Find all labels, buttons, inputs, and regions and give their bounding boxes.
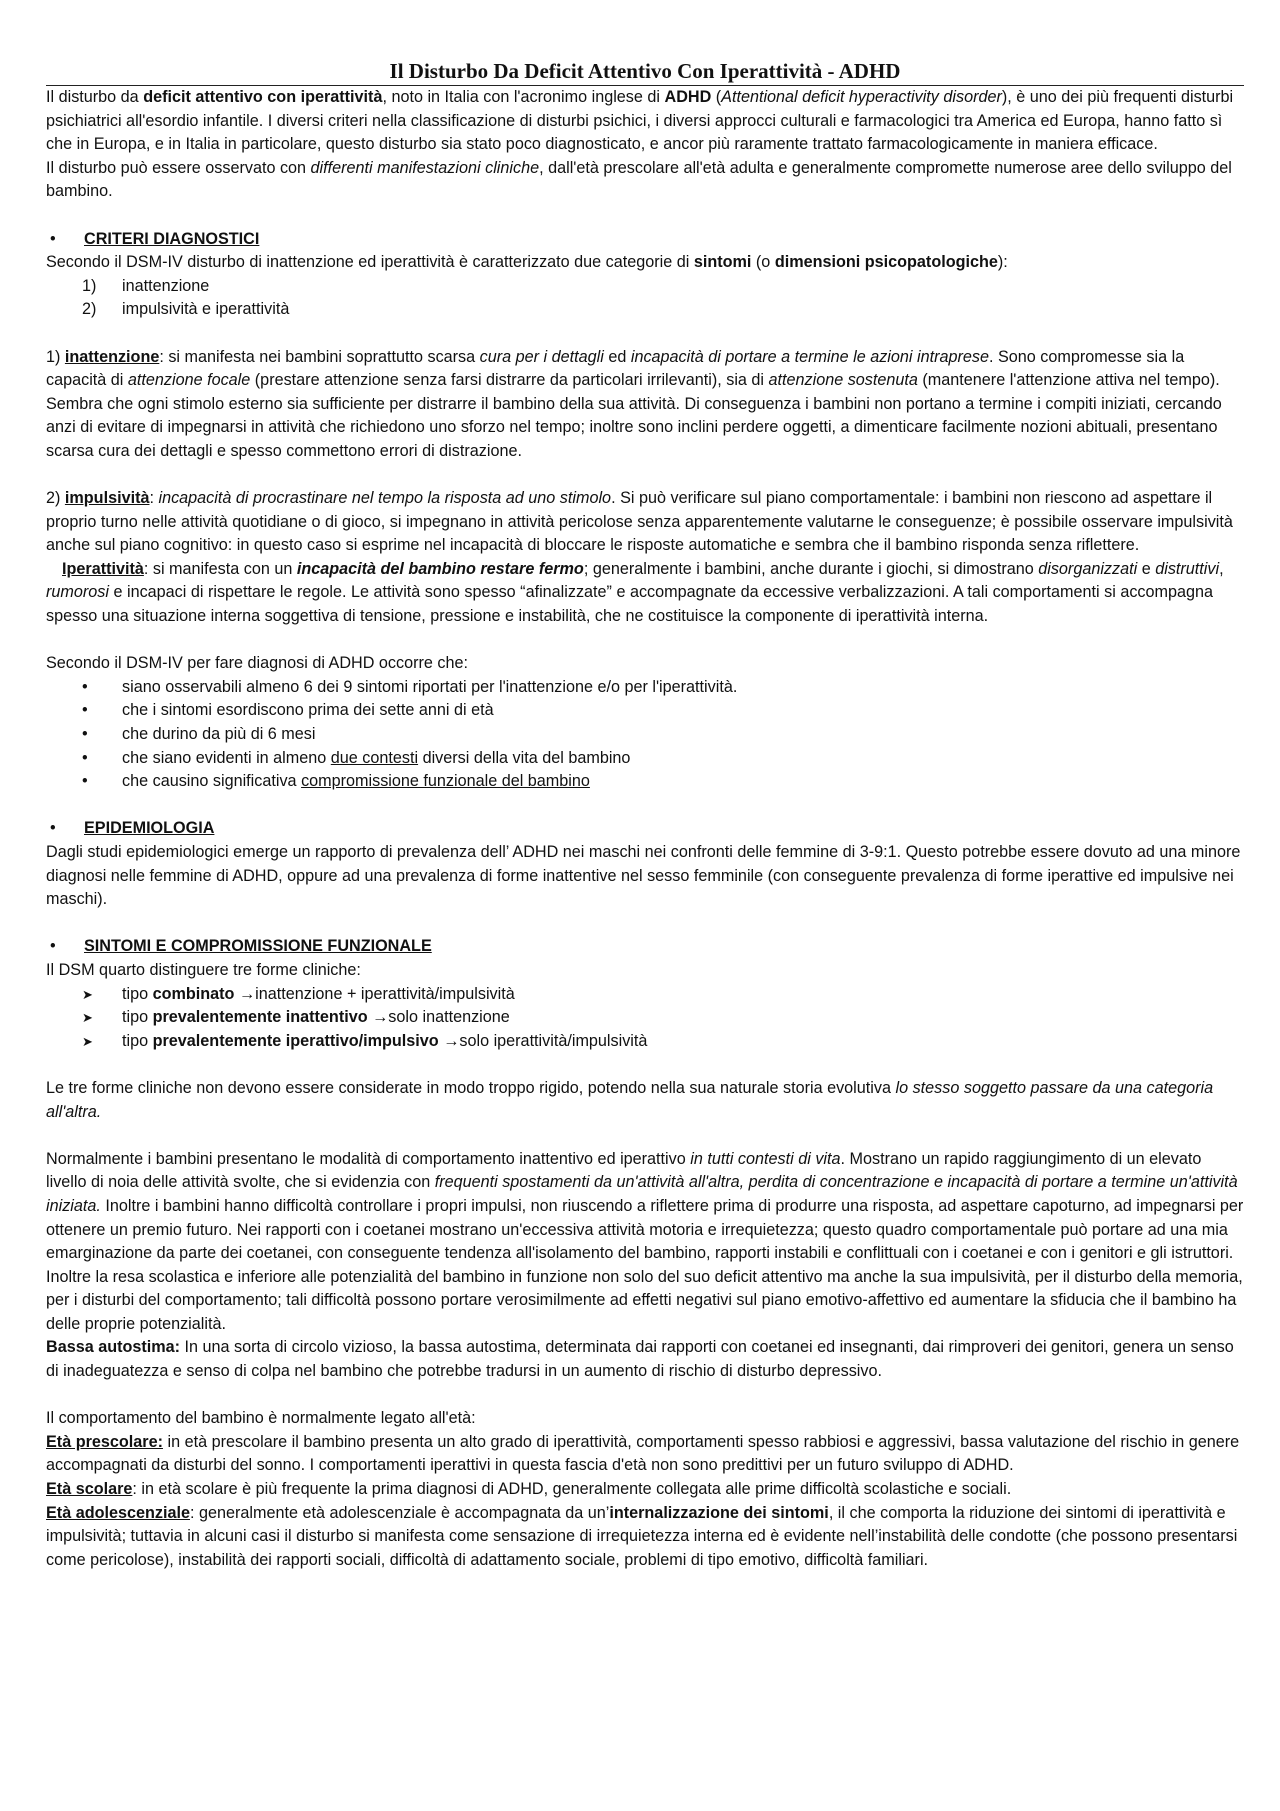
eta-intro: Il comportamento del bambino è normalmente legato all'età: — [46, 1409, 476, 1428]
resa-scolastica-paragraph: Inoltre la resa scolastica e inferiore alle potenzialità del bambino in funzione non solo del suo deficit attentivo ma anche la sua impulsività, per il disturbo della memoria, per i disturbi del comportamento; tali difficoltà possono portare verosimilmente ad effetti negativi sul piano emotivo-affettivo ed aumentare la sfiducia che il bambino ha delle proprie potenzialità. — [46, 1267, 1243, 1333]
list-item: • che durino da più di 6 mesi — [46, 723, 1244, 747]
right-arrow-icon: → — [238, 984, 256, 1003]
sintomi-intro: Il DSM quarto distinguere tre forme cliniche: — [46, 960, 361, 979]
bullet-icon: • — [82, 748, 88, 767]
document-page — [46, 58, 1244, 1572]
criteri-list — [46, 275, 1244, 322]
list-item: • siano osservabili almeno 6 dei 9 sintomi riportati per l'inattenzione e/o per l'iperattività. — [46, 676, 1244, 700]
forme-paragraph: Le tre forme cliniche non devono essere considerate in modo troppo rigido, potendo nella sua naturale storia evolutiva lo stesso soggetto passare da una categoria all'altra. — [46, 1078, 1214, 1121]
section-heading-sintomi: • SINTOMI E COMPROMISSIONE FUNZIONALE — [46, 935, 1244, 959]
right-arrow-icon: → — [443, 1031, 460, 1050]
intro-paragraph-2: Il disturbo può essere osservato con differenti manifestazioni cliniche, dall'età prescolare all'età adulta e generalmente compromette numerose aree dello sviluppo del bambino. — [46, 158, 1232, 201]
arrowhead-icon: ➤ — [82, 986, 93, 1002]
right-arrow-icon: → — [372, 1008, 389, 1027]
bullet-icon: • — [50, 819, 56, 838]
inattenzione-paragraph: 1) inattenzione: si manifesta nei bambini soprattutto scarsa cura per i dettagli ed incapacità di portare a termine le azioni intraprese. Sono compromesse sia la capacità di attenzione focale (prestare attenzione senza farsi distrarre da particolari irrilevanti), sia di attenzione sostenuta (mantenere l'attenzione attiva nel tempo). Sembra che ogni stimolo esterno sia sufficiente per distrarre il bambino della sua attività. Di conseguenza i bambini non portano a termine i compiti iniziati, cercando anzi di evitare di impegnarsi in attività che richiedono uno sforzo nel tempo; inoltre sono inclini perdere oggetti, a dimenticare facilmente nozioni abituali, presentano scarsa cura dei dettagli e spesso commettono errori di distrazione. — [46, 347, 1222, 460]
section-heading-epidemiologia: • EPIDEMIOLOGIA — [46, 817, 1244, 841]
arrowhead-icon: ➤ — [82, 1010, 93, 1026]
diagnosi-intro: Secondo il DSM-IV per fare diagnosi di ADHD occorre che: — [46, 654, 468, 673]
criteri-paragraph: Secondo il DSM-IV disturbo di inattenzione ed iperattività è caratterizzato due categorie di sintomi (o dimensioni psicopatologiche): — [46, 253, 1008, 272]
list-item: • che causino significativa compromissione funzionale del bambino — [46, 770, 1244, 794]
section-heading-criteri: • CRITERI DIAGNOSTICI — [46, 228, 1244, 252]
list-item: • che siano evidenti in almeno due contesti diversi della vita del bambino — [46, 747, 1244, 771]
eta-prescolare-paragraph: Età prescolare: in età prescolare il bambino presenta un alto grado di iperattività, comportamenti spesso rabbiosi e aggressivi, bassa valutazione del rischio in genere accompagnati da disturbi del sonno. I comportamenti iperattivi in questa fascia d'età non sono predittivi per un futuro sviluppo di ADHD. — [46, 1432, 1240, 1475]
comportamento-paragraph: Normalmente i bambini presentano le modalità di comportamento inattentivo ed iperattivo in tutti contesti di vita. Mostrano un rapido raggiungimento di un elevato livello di noia delle attività svolte, che si evidenzia con frequenti spostamenti da un'attività all'altra, perdita di concentrazione e incapacità di portare a termine un'attività iniziata. Inoltre i bambini hanno difficoltà controllare i propri impulsi, non riuscendo a riflettere prima di produrre una risposta, ad aspettare capoturno, ad impegnarsi per ottenere un premio futuro. Nei rapporti con i coetanei mostrano un'eccessiva attività motoria e irrequietezza; questo quadro comportamentale può portare ad una mia emarginazione da parte dei coetanei, con conseguente tendenza all'isolamento del bambino, rapporti instabili e conflittuali con i coetanei e con i genitori e gli istruttori. — [46, 1149, 1244, 1263]
epidemiologia-paragraph: Dagli studi epidemiologici emerge un rapporto di prevalenza dell’ ADHD nei maschi nei confronti delle femmine di 3-9:1. Questo potrebbe essere dovuto ad una minore diagnosi nelle femmine di ADHD, oppure ad una prevalenza di forme inattentive nel sesso femminile (con conseguente prevalenza di forme iperattive ed impulsive nei maschi). — [46, 843, 1241, 909]
list-item: ➤ tipo prevalentemente inattentivo →solo inattenzione — [46, 1006, 1244, 1030]
impulsivita-paragraph: 2) impulsività: incapacità di procrastinare nel tempo la risposta ad uno stimolo. Si può verificare sul piano comportamentale: i bambini non riescono ad aspettare il proprio turno nelle attività quotidiane o di gioco, si impegnano in attività pericolose senza apparentemente valutarne le conseguenze; è possibile osservare impulsività anche sul piano cognitivo: in questo caso si esprime nel incapacità di bloccare le risposte automatiche e sembra che il bambino risponda senza riflettere. — [46, 489, 1233, 555]
eta-scolare-paragraph: Età scolare: in età scolare è più frequente la prima diagnosi di ADHD, generalmente collegata alle prime difficoltà scolastiche e sociali. — [46, 1480, 1012, 1499]
list-item: 1) inattenzione — [82, 276, 210, 295]
list-item: • che i sintomi esordiscono prima dei sette anni di età — [46, 699, 1244, 723]
arrowhead-icon: ➤ — [82, 1033, 93, 1049]
bullet-icon: • — [82, 772, 88, 791]
forme-cliniche-list — [46, 983, 1244, 1054]
bullet-icon: • — [50, 937, 56, 956]
bullet-icon: • — [82, 725, 88, 744]
diagnosi-list — [46, 676, 1244, 794]
eta-adolescenziale-paragraph: Età adolescenziale: generalmente età adolescenziale è accompagnata da un’internalizzazione dei sintomi, il che comporta la riduzione dei sintomi di iperattività e impulsività; tuttavia in alcuni casi il disturbo si manifesta come sensazione di irrequietezza interna ed è evidente nell’instabilità delle condotte (che possono presentarsi come pericolose), instabilità dei rapporti sociali, difficoltà di adattamento sociale, problemi di tipo emotivo, difficoltà familiari. — [46, 1503, 1238, 1569]
autostima-paragraph: Bassa autostima: In una sorta di circolo vizioso, la bassa autostima, determinata dai rapporti con coetanei ed insegnanti, dai rimproveri dei genitori, genera un senso di inadeguatezza e senso di colpa nel bambino che potrebbe tradursi in un aumento di rischio di disturbo depressivo. — [46, 1338, 1234, 1381]
list-item: 2) impulsività e iperattività — [82, 300, 290, 319]
page-title: Il Disturbo Da Deficit Attentivo Con Iperattività - ADHD — [46, 58, 1244, 86]
bullet-icon: • — [50, 229, 56, 248]
iperattivita-paragraph: Iperattività: si manifesta con un incapacità del bambino restare fermo; generalmente i bambini, anche durante i giochi, si dimostrano disorganizzati e distruttivi, rumorosi e incapaci di rispettare le regole. Le attività sono spesso “afinalizzate” e accompagnate da eccessive verbalizzazioni. A tali comportamenti si accompagna spesso una situazione interna soggettiva di tensione, pressione e instabilità, che ne costituisce la componente di iperattività interna. — [46, 559, 1224, 626]
bullet-icon: • — [82, 677, 88, 696]
bullet-icon: • — [82, 701, 88, 720]
list-item: ➤ tipo combinato →inattenzione + iperattività/impulsività — [46, 983, 1244, 1007]
intro-paragraph: Il disturbo da deficit attentivo con iperattività, noto in Italia con l'acronimo inglese di ADHD (Attentional deficit hyperactivity disorder), è uno dei più frequenti disturbi psichiatrici all'esordio infantile. I diversi criteri nella classificazione di disturbi psichici, i diversi approcci culturali e farmacologici tra America ed Europa, hanno fatto sì che in Europa, e in Italia in particolare, questo disturbo sia stato poco diagnosticato, e ancor più raramente trattato farmacologicamente in maniera efficace. — [46, 88, 1234, 154]
list-item: ➤ tipo prevalentemente iperattivo/impulsivo →solo iperattività/impulsività — [46, 1030, 1244, 1054]
